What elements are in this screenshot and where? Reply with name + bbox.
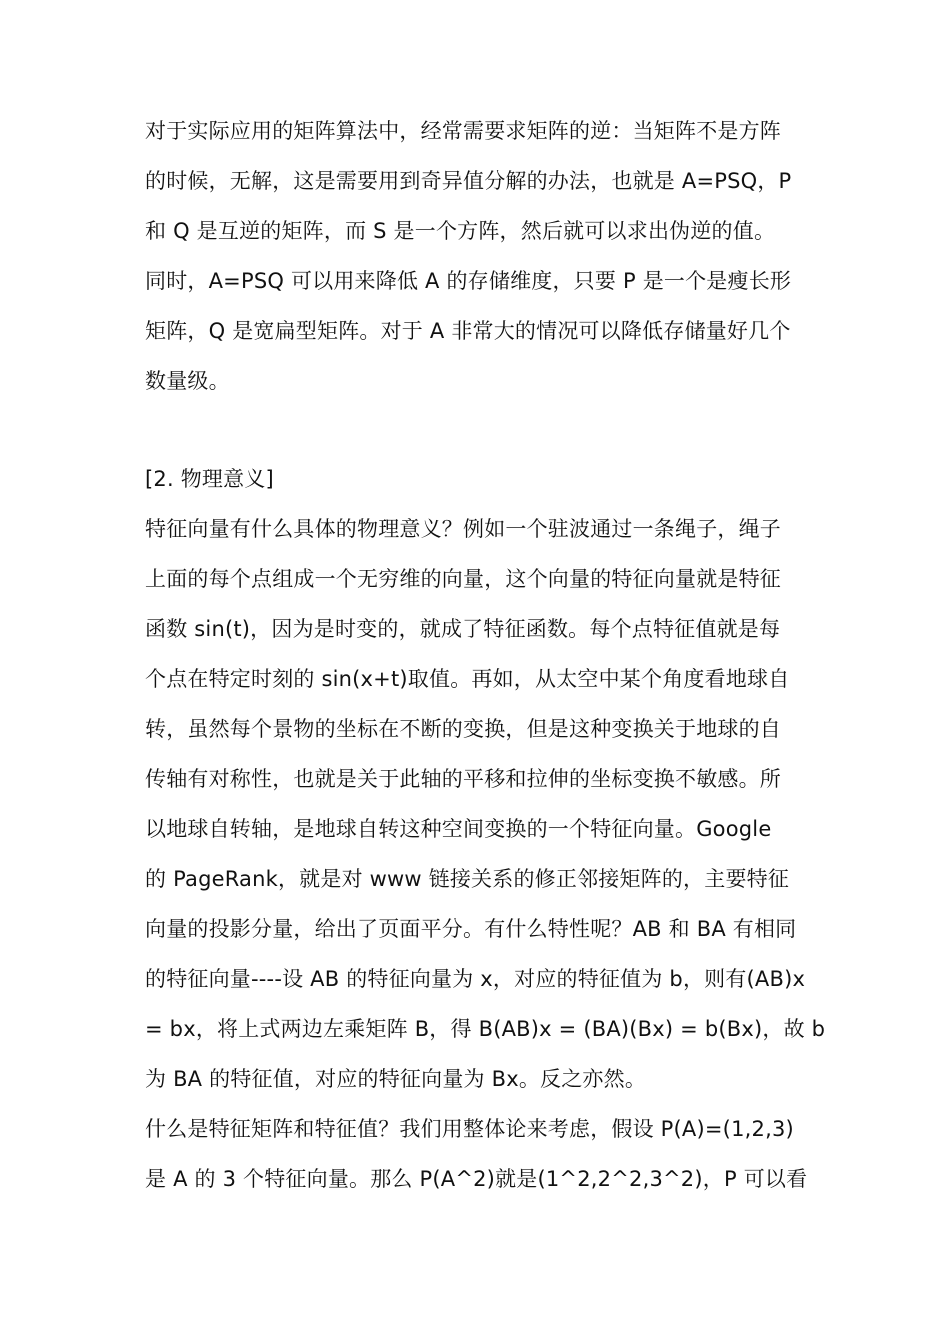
text-line: 对于实际应用的矩阵算法中，经常需要求矩阵的逆：当矩阵不是方阵 <box>145 119 781 143</box>
text-line: 上面的每个点组成一个无穷维的向量，这个向量的特征向量就是特征 <box>145 567 781 591</box>
text-line: 函数 sin(t)，因为是时变的，就成了特征函数。每个点特征值就是每 <box>145 617 781 641</box>
text-line: 转，虽然每个景物的坐标在不断的变换，但是这种变换关于地球的自 <box>145 717 781 741</box>
text-line: 同时，A=PSQ 可以用来降低 A 的存储维度，只要 P 是一个是瘦长形 <box>145 269 792 293</box>
text-line: 向量的投影分量，给出了页面平分。有什么特性呢？AB 和 BA 有相同 <box>145 917 797 941</box>
text-line: 的时候，无解，这是需要用到奇异值分解的办法，也就是 A=PSQ，P <box>145 169 792 193</box>
text-line: 和 Q 是互逆的矩阵，而 S 是一个方阵，然后就可以求出伪逆的值。 <box>145 219 776 243</box>
text-line: 以地球自转轴，是地球自转这种空间变换的一个特征向量。Google <box>145 817 772 841</box>
text-line: 数量级。 <box>145 369 230 393</box>
text-line: 的 PageRank，就是对 www 链接关系的修正邻接矩阵的，主要特征 <box>145 867 790 891</box>
text-line: 特征向量有什么具体的物理意义？例如一个驻波通过一条绳子，绳子 <box>145 517 781 541</box>
text-line: = bx，将上式两边左乘矩阵 B，得 B(AB)x = (BA)(Bx) = b(Bx)，故 b <box>145 1017 826 1041</box>
text-line: 的特征向量----设 AB 的特征向量为 x，对应的特征值为 b，则有(AB)x <box>145 967 806 991</box>
text-line: 传轴有对称性，也就是关于此轴的平移和拉伸的坐标变换不敏感。所 <box>145 767 781 791</box>
text-line: 是 A 的 3 个特征向量。那么 P(A^2)就是(1^2,2^2,3^2)，P 可以看 <box>145 1167 808 1191</box>
section-heading: [2. 物理意义] <box>145 467 274 491</box>
text-line: 为 BA 的特征值，对应的特征向量为 Bx。反之亦然。 <box>145 1067 647 1091</box>
text-line: 什么是特征矩阵和特征值？我们用整体论来考虑，假设 P(A)=(1,2,3) <box>145 1117 794 1141</box>
text-line: 个点在特定时刻的 sin(x+t)取值。再如，从太空中某个角度看地球自 <box>145 667 790 691</box>
text-line: 矩阵，Q 是宽扁型矩阵。对于 A 非常大的情况可以降低存储量好几个 <box>145 319 791 343</box>
